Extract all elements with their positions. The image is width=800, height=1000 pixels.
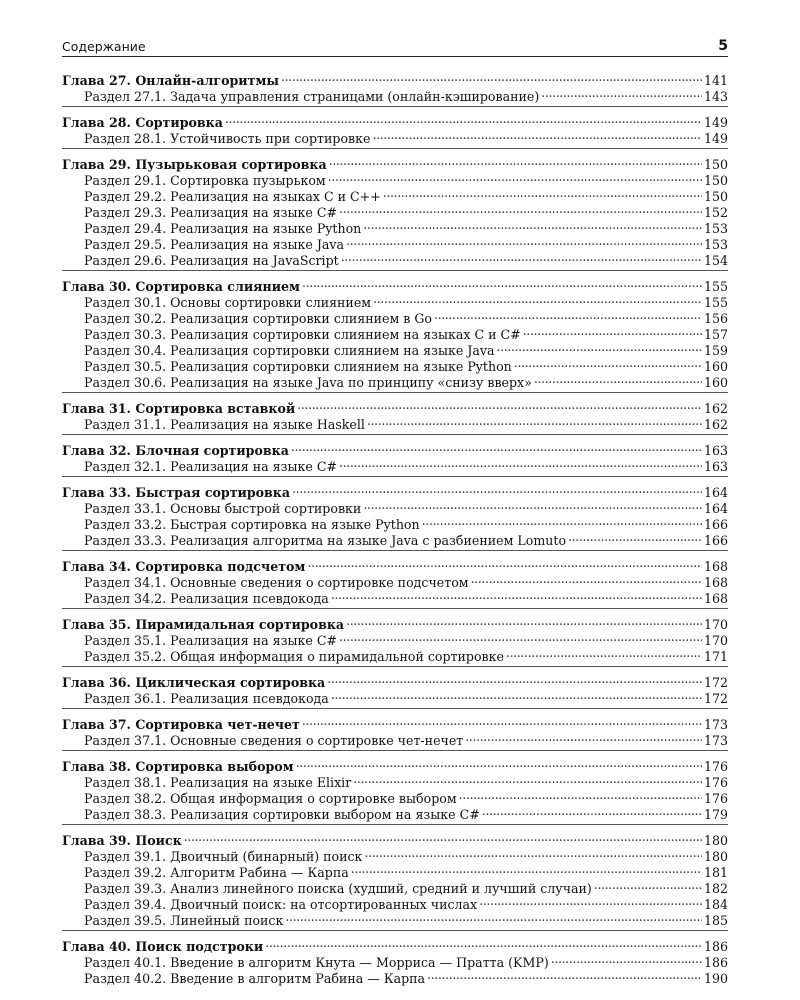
- chapter-title: Глава 39. Поиск: [62, 833, 182, 848]
- chapter-page-number: 172: [703, 675, 728, 690]
- section-page-number: 160: [703, 375, 728, 390]
- section-page-number: 184: [703, 897, 728, 912]
- dot-leader: [351, 861, 702, 877]
- dot-leader: [184, 829, 702, 845]
- chapter-page-number: 168: [703, 559, 728, 574]
- section-page-number: 159: [703, 343, 728, 358]
- section-page-number: 162: [703, 417, 728, 432]
- dot-leader: [523, 323, 702, 339]
- chapter-block: [62, 439, 728, 477]
- dot-leader: [514, 355, 702, 371]
- section-title: Раздел 34.2. Реализация псевдокода: [84, 591, 329, 606]
- dot-leader: [353, 771, 702, 787]
- section-page-number: 143: [703, 89, 728, 104]
- section-title: Раздел 32.1. Реализация на языке C#: [84, 459, 338, 474]
- section-page-number: 181: [703, 865, 728, 880]
- section-page-number: 166: [703, 533, 728, 548]
- dot-leader: [346, 613, 702, 629]
- page-header: [62, 38, 728, 57]
- dot-leader: [291, 439, 702, 455]
- dot-leader: [339, 629, 702, 645]
- section-page-number: 164: [703, 501, 728, 516]
- section-page-number: 172: [703, 691, 728, 706]
- chapter-page-number: 141: [703, 73, 728, 88]
- section-title: Раздел 35.1. Реализация на языке C#: [84, 633, 338, 648]
- dot-leader: [551, 951, 702, 967]
- chapter-block: [62, 69, 728, 107]
- section-title: Раздел 29.4. Реализация на языке Python: [84, 221, 362, 236]
- dot-leader: [482, 803, 702, 819]
- section-page-number: 170: [703, 633, 728, 648]
- dot-leader: [327, 671, 702, 687]
- section-page-number: 179: [703, 807, 728, 822]
- chapter-entry[interactable]: [62, 555, 728, 574]
- section-title: Раздел 27.1. Задача управления страницами (онлайн-кэширование): [84, 89, 540, 104]
- section-page-number: 168: [703, 575, 728, 590]
- chapter-block: [62, 153, 728, 271]
- chapter-entry[interactable]: [62, 613, 728, 632]
- chapter-entry[interactable]: [62, 755, 728, 774]
- section-title: Раздел 29.3. Реализация на языке C#: [84, 205, 338, 220]
- dot-leader: [506, 645, 702, 661]
- section-page-number: 185: [703, 913, 728, 928]
- dot-leader: [346, 233, 702, 249]
- section-title: Раздел 29.6. Реализация на JavaScript: [84, 253, 339, 268]
- chapter-title: Глава 40. Поиск подстроки: [62, 939, 264, 954]
- dot-leader: [383, 185, 702, 201]
- chapter-page-number: 163: [703, 443, 728, 458]
- chapter-title: Глава 37. Сортировка чет-нечет: [62, 717, 300, 732]
- section-page-number: 186: [703, 955, 728, 970]
- chapter-entry[interactable]: [62, 153, 728, 172]
- section-page-number: 156: [703, 311, 728, 326]
- section-title: Раздел 36.1. Реализация псевдокода: [84, 691, 329, 706]
- chapter-page-number: 186: [703, 939, 728, 954]
- table-of-contents: [62, 69, 728, 988]
- dot-leader: [331, 587, 702, 603]
- section-title: Раздел 39.4. Двоичный поиск: на отсортированных числах: [84, 897, 478, 912]
- section-title: Раздел 30.4. Реализация сортировки слиянием на языке Java: [84, 343, 495, 358]
- chapter-entry[interactable]: [62, 935, 728, 954]
- toc-page: [62, 38, 728, 992]
- dot-leader: [373, 291, 702, 307]
- dot-leader: [471, 571, 702, 587]
- chapter-page-number: 155: [703, 279, 728, 294]
- section-page-number: 150: [703, 173, 728, 188]
- chapter-title: Глава 28. Сортировка: [62, 115, 223, 130]
- chapter-block: [62, 275, 728, 393]
- section-page-number: 190: [703, 971, 728, 986]
- dot-leader: [497, 339, 702, 355]
- chapter-block: [62, 555, 728, 609]
- chapter-entry[interactable]: [62, 829, 728, 848]
- chapter-block: [62, 397, 728, 435]
- chapter-entry[interactable]: [62, 111, 728, 130]
- section-title: Раздел 28.1. Устойчивость при сортировке: [84, 131, 371, 146]
- section-page-number: 157: [703, 327, 728, 342]
- chapter-title: Глава 32. Блочная сортировка: [62, 443, 289, 458]
- section-title: Раздел 37.1. Основные сведения о сортировке чет-нечет: [84, 733, 464, 748]
- section-title: Раздел 40.2. Введение в алгоритм Рабина — Карпа: [84, 971, 426, 986]
- chapter-title: Глава 36. Циклическая сортировка: [62, 675, 326, 690]
- dot-leader: [367, 413, 702, 429]
- dot-leader: [225, 111, 702, 127]
- chapter-title: Глава 27. Онлайн-алгоритмы: [62, 73, 280, 88]
- dot-leader: [285, 909, 702, 925]
- dot-leader: [329, 153, 702, 169]
- section-title: Раздел 38.2. Общая информация о сортировке выбором: [84, 791, 457, 806]
- dot-leader: [328, 169, 702, 185]
- chapter-page-number: 149: [703, 115, 728, 130]
- chapter-block: [62, 829, 728, 931]
- chapter-block: [62, 111, 728, 149]
- dot-leader: [479, 893, 702, 909]
- section-title: Раздел 31.1. Реализация на языке Haskell: [84, 417, 365, 432]
- chapter-title: Глава 35. Пирамидальная сортировка: [62, 617, 345, 632]
- section-page-number: 171: [703, 649, 728, 664]
- chapter-page-number: 170: [703, 617, 728, 632]
- section-title: Раздел 29.2. Реализация на языках C и C++: [84, 189, 381, 204]
- chapter-title: Глава 29. Пузырьковая сортировка: [62, 157, 327, 172]
- section-title: Раздел 33.2. Быстрая сортировка на языке Python: [84, 517, 420, 532]
- chapter-entry[interactable]: [62, 275, 728, 294]
- chapter-entry[interactable]: [62, 671, 728, 690]
- section-title: Раздел 38.1. Реализация на языке Elixir: [84, 775, 352, 790]
- section-page-number: 153: [703, 221, 728, 236]
- chapter-page-number: 180: [703, 833, 728, 848]
- chapter-page-number: 164: [703, 485, 728, 500]
- section-page-number: 173: [703, 733, 728, 748]
- dot-leader: [568, 529, 702, 545]
- dot-leader: [534, 371, 702, 387]
- section-page-number: 152: [703, 205, 728, 220]
- chapter-block: [62, 613, 728, 667]
- dot-leader: [339, 201, 702, 217]
- dot-leader: [594, 877, 702, 893]
- section-title: Раздел 30.5. Реализация сортировки слиянием на языке Python: [84, 359, 512, 374]
- section-page-number: 155: [703, 295, 728, 310]
- chapter-page-number: 176: [703, 759, 728, 774]
- dot-leader: [422, 513, 702, 529]
- section-title: Раздел 40.1. Введение в алгоритм Кнута — Морриса — Пратта (KMP): [84, 955, 549, 970]
- section-page-number: 149: [703, 131, 728, 146]
- chapter-page-number: 162: [703, 401, 728, 416]
- chapter-entry[interactable]: [62, 481, 728, 500]
- dot-leader: [372, 127, 702, 143]
- dot-leader: [427, 967, 702, 983]
- section-page-number: 160: [703, 359, 728, 374]
- section-page-number: 182: [703, 881, 728, 896]
- dot-leader: [331, 687, 702, 703]
- dot-leader: [281, 69, 702, 85]
- chapter-page-number: 173: [703, 717, 728, 732]
- section-title: Раздел 39.5. Линейный поиск: [84, 913, 284, 928]
- dot-leader: [265, 935, 702, 951]
- section-title: Раздел 30.2. Реализация сортировки слиянием в Go: [84, 311, 432, 326]
- dot-leader: [363, 497, 702, 513]
- chapter-title: Глава 30. Сортировка слиянием: [62, 279, 300, 294]
- chapter-entry[interactable]: [62, 439, 728, 458]
- section-title: Раздел 39.2. Алгоритм Рабина — Карпа: [84, 865, 349, 880]
- running-title: Содержание: [62, 39, 146, 54]
- section-title: Раздел 34.1. Основные сведения о сортировке подсчетом: [84, 575, 469, 590]
- dot-leader: [459, 787, 702, 803]
- chapter-block: [62, 671, 728, 709]
- dot-leader: [296, 755, 702, 771]
- section-title: Раздел 33.3. Реализация алгоритма на языке Java с разбиением Lomuto: [84, 533, 567, 548]
- chapter-block: [62, 755, 728, 825]
- dot-leader: [465, 729, 702, 745]
- section-page-number: 166: [703, 517, 728, 532]
- section-title: Раздел 30.3. Реализация сортировки слиянием на языках C и C#: [84, 327, 521, 342]
- chapter-title: Глава 33. Быстрая сортировка: [62, 485, 291, 500]
- chapter-block: [62, 935, 728, 988]
- section-title: Раздел 35.2. Общая информация о пирамидальной сортировке: [84, 649, 504, 664]
- dot-leader: [363, 217, 702, 233]
- section-title: Раздел 33.1. Основы быстрой сортировки: [84, 501, 362, 516]
- section-title: Раздел 29.1. Сортировка пузырьком: [84, 173, 326, 188]
- chapter-title: Глава 34. Сортировка подсчетом: [62, 559, 306, 574]
- section-page-number: 180: [703, 849, 728, 864]
- section-page-number: 163: [703, 459, 728, 474]
- dot-leader: [297, 397, 702, 413]
- section-page-number: 154: [703, 253, 728, 268]
- dot-leader: [341, 249, 702, 265]
- section-title: Раздел 30.6. Реализация на языке Java по принципу «снизу вверх»: [84, 375, 532, 390]
- dot-leader: [541, 85, 702, 101]
- chapter-entry[interactable]: [62, 69, 728, 88]
- section-title: Раздел 38.3. Реализация сортировки выбором на языке C#: [84, 807, 480, 822]
- chapter-entry[interactable]: [62, 713, 728, 732]
- chapter-block: [62, 713, 728, 751]
- dot-leader: [292, 481, 702, 497]
- dot-leader: [339, 455, 702, 471]
- chapter-entry[interactable]: [62, 397, 728, 416]
- section-page-number: 176: [703, 775, 728, 790]
- section-page-number: 176: [703, 791, 728, 806]
- section-page-number: 153: [703, 237, 728, 252]
- section-title: Раздел 29.5. Реализация на языке Java: [84, 237, 345, 252]
- section-title: Раздел 30.1. Основы сортировки слиянием: [84, 295, 372, 310]
- dot-leader: [302, 275, 702, 291]
- chapter-page-number: 150: [703, 157, 728, 172]
- chapter-title: Глава 38. Сортировка выбором: [62, 759, 294, 774]
- section-title: Раздел 39.1. Двоичный (бинарный) поиск: [84, 849, 363, 864]
- dot-leader: [364, 845, 702, 861]
- dot-leader: [434, 307, 702, 323]
- section-title: Раздел 39.3. Анализ линейного поиска (худший, средний и лучший случаи): [84, 881, 592, 896]
- chapter-title: Глава 31. Сортировка вставкой: [62, 401, 296, 416]
- dot-leader: [302, 713, 702, 729]
- section-page-number: 168: [703, 591, 728, 606]
- page-number: 5: [718, 38, 728, 54]
- dot-leader: [307, 555, 702, 571]
- chapter-block: [62, 481, 728, 551]
- section-page-number: 150: [703, 189, 728, 204]
